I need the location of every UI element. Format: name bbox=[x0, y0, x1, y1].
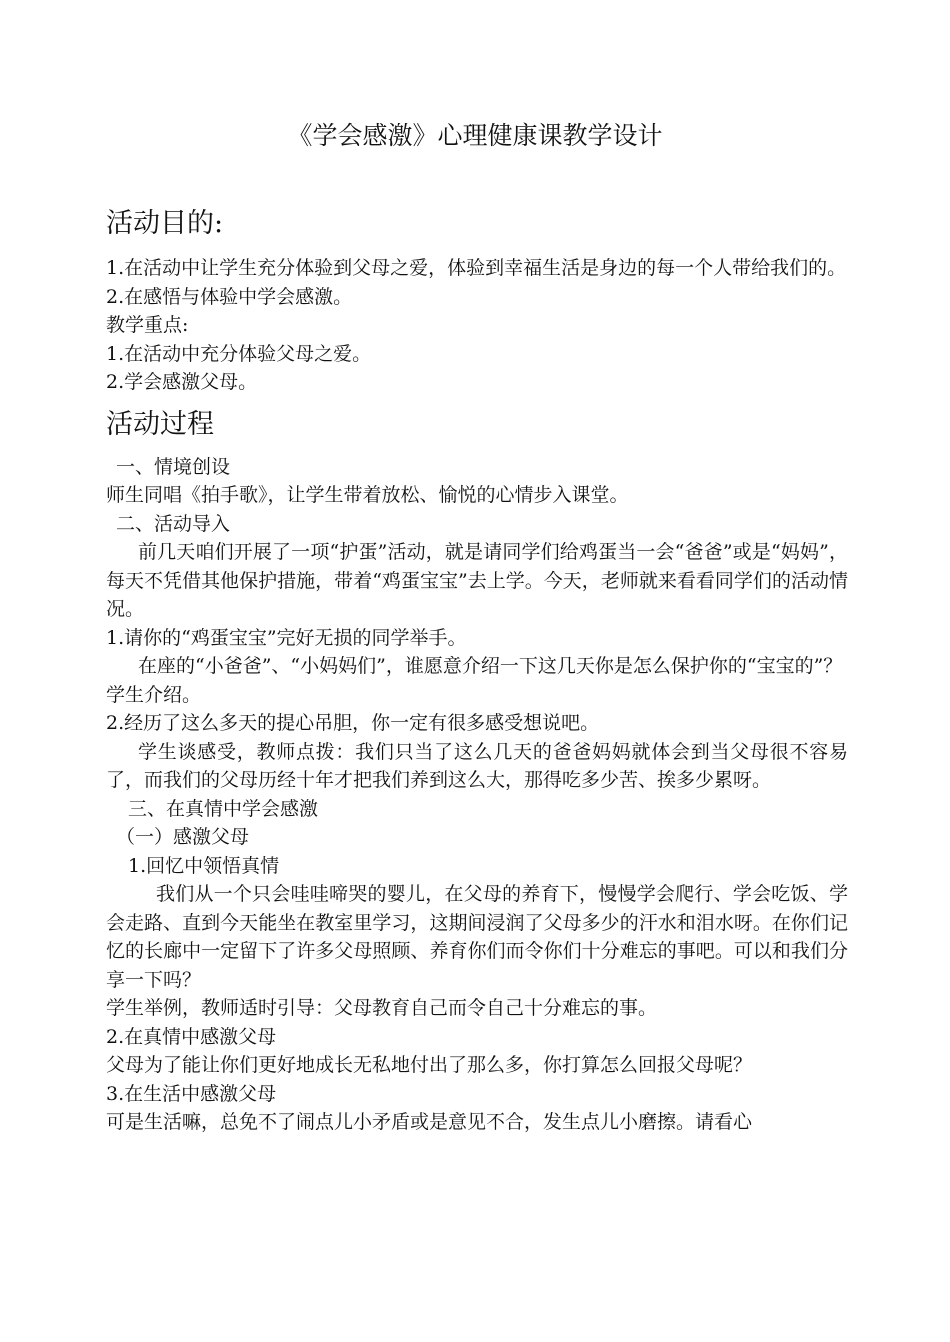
step3-item-1-heading: 1.回忆中领悟真情 bbox=[128, 854, 280, 877]
document-body bbox=[106, 204, 848, 1137]
step3-subheading-1: （一）感激父母 bbox=[116, 826, 250, 848]
step3-item-3-text: 可是生活嘛，总免不了闹点儿小矛盾或是意见不合，发生点儿小磨擦。请看心 bbox=[106, 1111, 753, 1133]
key-item-1: 1.在活动中充分体验父母之爱。 bbox=[106, 342, 372, 365]
step2-question-1: 1.请你的“鸡蛋宝宝”完好无损的同学举手。 bbox=[106, 626, 467, 649]
step2-question-1-detail: 在座的“小爸爸”、“小妈妈们”，谁愿意介绍一下这几天你是怎么保护你的“宝宝的”？ bbox=[138, 655, 843, 677]
step3-item-2-heading: 2.在真情中感激父母 bbox=[106, 1025, 277, 1048]
step3-item-1-text: 我们从一个只会哇哇啼哭的婴儿，在父母的养育下，慢慢学会爬行、学会吃饭、学会走路、直到今天能坐在教室里学习，这期间浸润了父母多少的汗水和泪水呀。在你们记忆的长廊中一定留下了许多父母照顾、养育你们而令你们十分难忘的事吧。可以和我们分享一下吗？ bbox=[106, 883, 848, 991]
goal-item-2: 2.在感悟与体验中学会感激。 bbox=[106, 285, 353, 308]
goal-item-1: 1.在活动中让学生充分体验到父母之爱，体验到幸福生活是身边的每一个人带给我们的。 bbox=[106, 257, 847, 279]
step1-heading: 一、情境创设 bbox=[116, 455, 231, 478]
step2-heading: 二、活动导入 bbox=[116, 512, 231, 535]
process-heading: 活动过程 bbox=[106, 408, 214, 440]
step2-question-1-answer: 学生介绍。 bbox=[106, 683, 202, 706]
step3-heading: 三、在真情中学会感激 bbox=[128, 797, 319, 820]
step2-question-2: 2.经历了这么多天的提心吊胆，你一定有很多感受想说吧。 bbox=[106, 712, 600, 734]
step1-text: 师生同唱《拍手歌》，让学生带着放松、愉悦的心情步入课堂。 bbox=[106, 484, 629, 506]
step3-item-3-heading: 3.在生活中感激父母 bbox=[106, 1082, 277, 1105]
key-heading: 教学重点: bbox=[106, 314, 189, 336]
step2-text: 前几天咱们开展了一项“护蛋”活动，就是请同学们给鸡蛋当一会“爸爸”或是“妈妈”，每天不凭借其他保护措施，带着“鸡蛋宝宝”去上学。今天，老师就来看看同学们的活动情况。 bbox=[106, 541, 848, 620]
document-title: 《学会感激》心理健康课教学设计 bbox=[287, 121, 663, 150]
step3-item-2-text: 父母为了能让你们更好地成长无私地付出了那么多，你打算怎么回报父母呢？ bbox=[106, 1054, 753, 1076]
step2-question-2-detail: 学生谈感受，教师点拨：我们只当了这么几天的爸爸妈妈就体会到当父母很不容易了，而我们的父母历经十年才把我们养到这么大，那得吃多少苦、挨多少累呀。 bbox=[106, 740, 848, 791]
step3-item-1-answer: 学生举例，教师适时引导：父母教育自己而令自己十分难忘的事。 bbox=[106, 997, 658, 1019]
key-item-2: 2.学会感激父母。 bbox=[106, 371, 258, 393]
goal-heading: 活动目的: bbox=[106, 208, 224, 239]
